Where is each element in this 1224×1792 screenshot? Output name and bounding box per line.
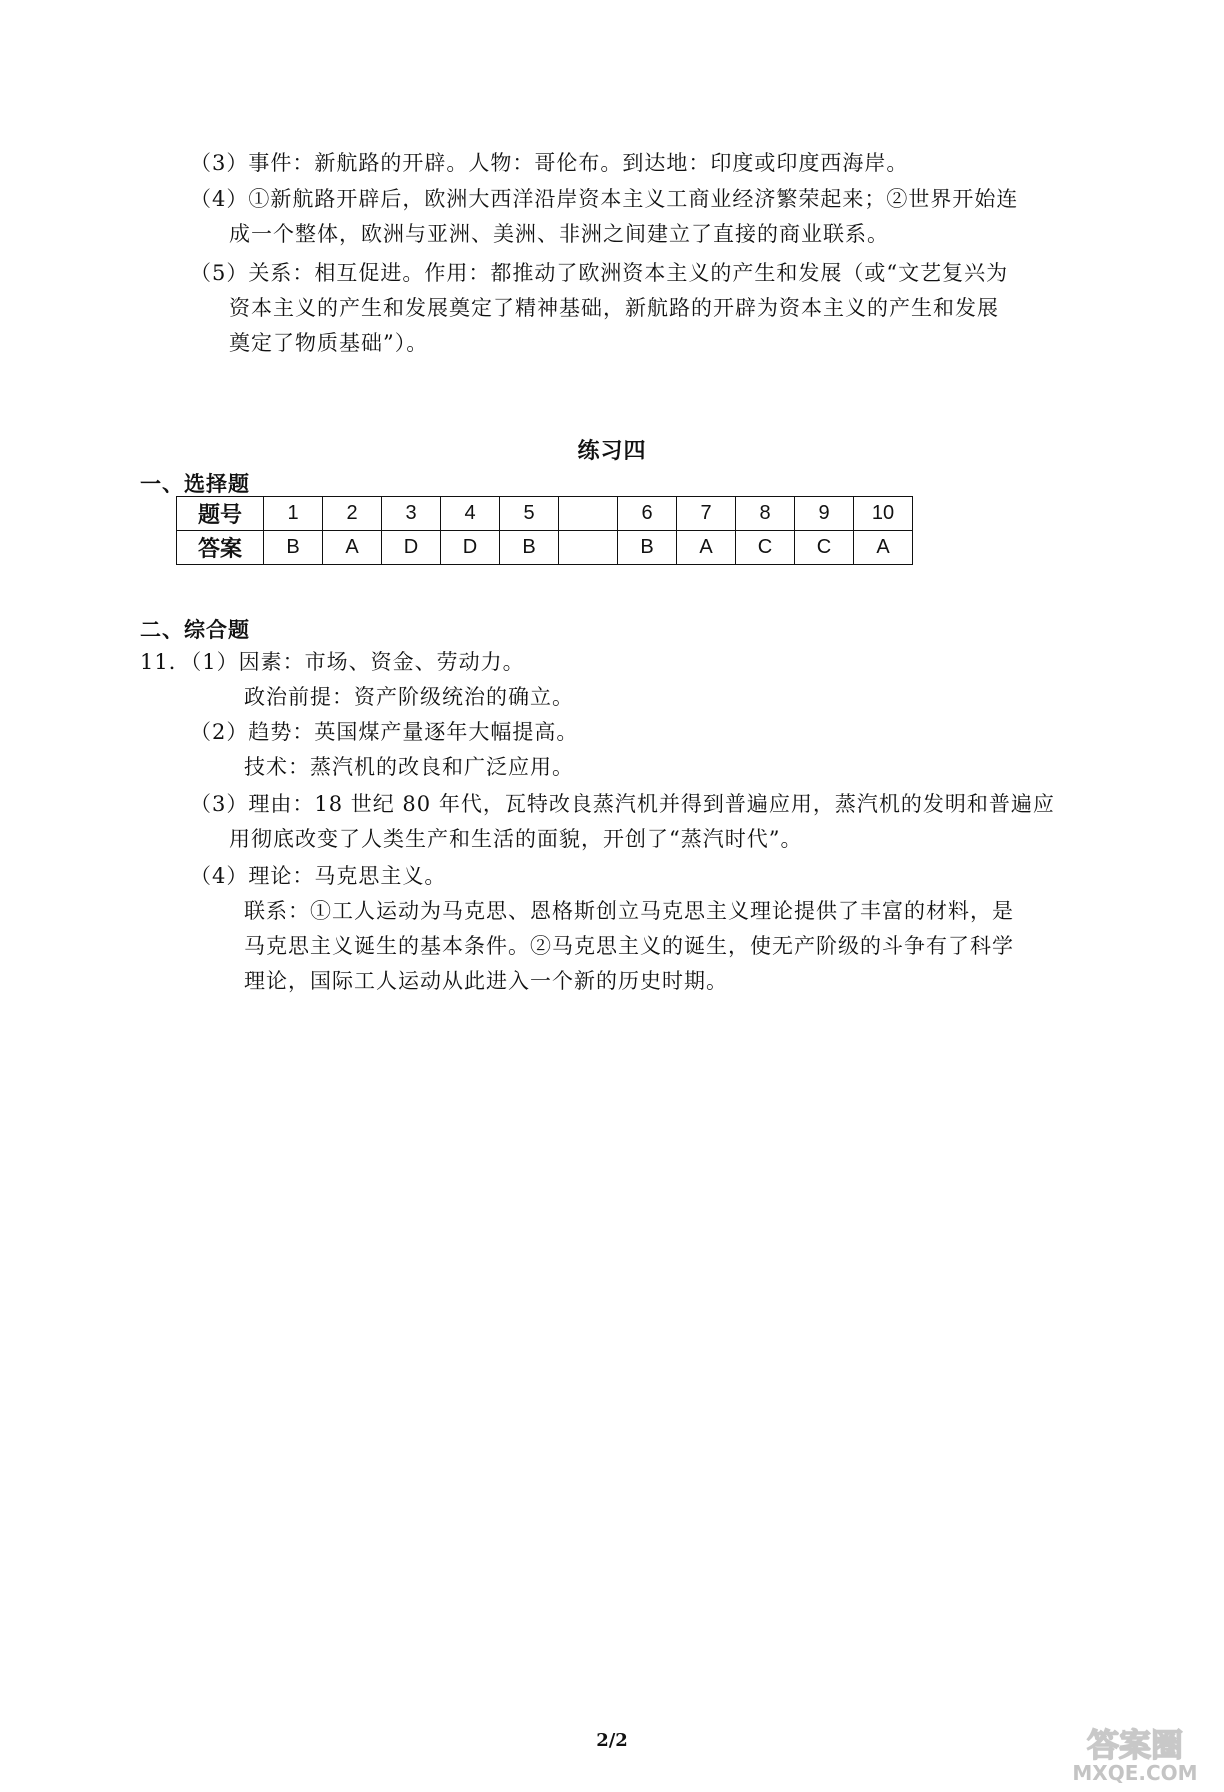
- answer-q11-4-line1: 联系：①工人运动为马克思、恩格斯创立马克思主义理论提供了丰富的材料，是: [244, 899, 1014, 923]
- table-row-answers: [177, 531, 913, 565]
- choice-heading: 一、选择题: [140, 472, 250, 496]
- cell-number: 10: [854, 497, 913, 531]
- exercise-title: 练习四: [577, 439, 647, 464]
- answer-q11-4-line2: 马克思主义诞生的基本条件。②马克思主义的诞生，使无产阶级的斗争有了科学: [244, 934, 1014, 958]
- table-gap: [559, 497, 618, 531]
- answer-q3: （3）事件：新航路的开辟。人物：哥伦布。到达地：印度或印度西海岸。: [190, 151, 909, 175]
- cell-answer: B: [264, 531, 323, 565]
- cell-answer: D: [441, 531, 500, 565]
- cell-answer: D: [382, 531, 441, 565]
- cell-number: 3: [382, 497, 441, 531]
- cell-answer: C: [795, 531, 854, 565]
- cell-number: 6: [618, 497, 677, 531]
- answer-q11-3-line2: 用彻底改变了人类生产和生活的面貌，开创了“蒸汽时代”。: [229, 827, 803, 851]
- table-gap: [559, 531, 618, 565]
- cell-answer: A: [323, 531, 382, 565]
- answer-q11-1-factors: 11．（1）因素：市场、资金、劳动力。: [140, 650, 525, 674]
- cell-number: 7: [677, 497, 736, 531]
- cell-answer: B: [618, 531, 677, 565]
- cell-number: 2: [323, 497, 382, 531]
- comprehensive-heading: 二、综合题: [140, 618, 250, 642]
- answer-q11-3-line1: （3）理由：18 世纪 80 年代，瓦特改良蒸汽机并得到普遍应用，蒸汽机的发明和普遍应: [190, 792, 1055, 816]
- answer-table: [176, 496, 913, 565]
- row-label-answer: 答案: [177, 531, 264, 565]
- answer-q11-1-premise: 政治前提：资产阶级统治的确立。: [244, 685, 574, 709]
- answer-q11-2-tech: 技术：蒸汽机的改良和广泛应用。: [244, 755, 574, 779]
- answer-q5-line2: 资本主义的产生和发展奠定了精神基础，新航路的开辟为资本主义的产生和发展: [229, 296, 999, 320]
- answer-q5-line3: 奠定了物质基础”）。: [229, 331, 429, 355]
- answer-q11-4-theory: （4）理论：马克思主义。: [190, 864, 447, 888]
- page-number: 2/2: [596, 1730, 628, 1751]
- row-label-number: 题号: [177, 497, 264, 531]
- watermark-url: MXQE.COM: [1072, 1761, 1198, 1784]
- cell-number: 5: [500, 497, 559, 531]
- watermark-logo-icon: [1060, 1722, 1210, 1784]
- cell-answer: A: [854, 531, 913, 565]
- answer-q4-line1: （4）①新航路开辟后，欧洲大西洋沿岸资本主义工商业经济繁荣起来；②世界开始连: [190, 187, 1019, 211]
- answer-q5-line1: （5）关系：相互促进。作用：都推动了欧洲资本主义的产生和发展（或“文艺复兴为: [190, 261, 1009, 285]
- cell-number: 4: [441, 497, 500, 531]
- cell-answer: A: [677, 531, 736, 565]
- cell-answer: B: [500, 531, 559, 565]
- cell-answer: C: [736, 531, 795, 565]
- cell-number: 9: [795, 497, 854, 531]
- cell-number: 1: [264, 497, 323, 531]
- answer-q4-line2: 成一个整体，欧洲与亚洲、美洲、非洲之间建立了直接的商业联系。: [229, 222, 889, 246]
- answer-q11-4-line3: 理论，国际工人运动从此进入一个新的历史时期。: [244, 969, 728, 993]
- answer-q11-2-trend: （2）趋势：英国煤产量逐年大幅提高。: [190, 720, 579, 744]
- watermark-logo-text: 答案圈: [1086, 1726, 1184, 1764]
- table-row-numbers: [177, 497, 913, 531]
- cell-number: 8: [736, 497, 795, 531]
